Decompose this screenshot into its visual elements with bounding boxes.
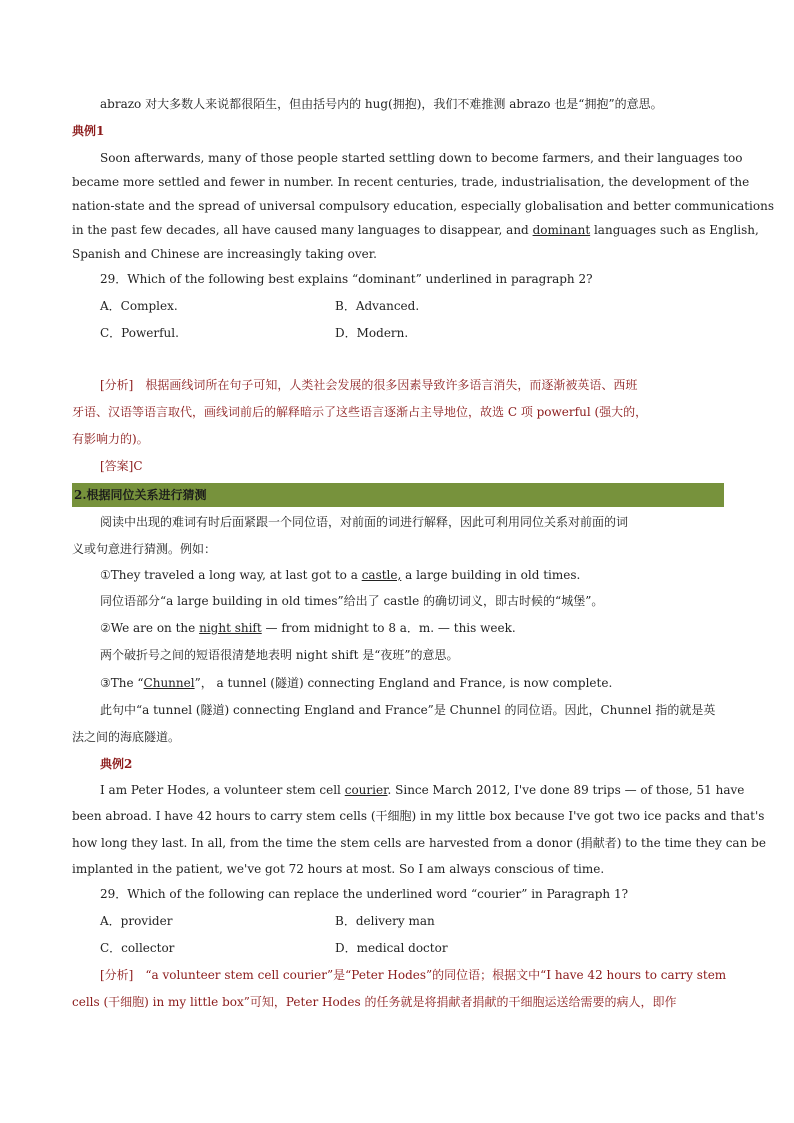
sentence-text: ②We are on the [100, 621, 196, 635]
passage-text: in the past few decades, all have caused many languages to disappear, and [72, 223, 529, 237]
option-b: B．delivery man [335, 914, 435, 928]
underlined-word: dominant [532, 223, 591, 237]
example2-analysis: [分析] “a volunteer stem cell courier”是“Peter Hodes”的同位语；根据文中“I have 42 hours to carry stem [100, 968, 727, 982]
sentence-text: — from midnight to 8 a．m. — this week. [265, 621, 516, 635]
example2-passage-line [100, 782, 750, 798]
example-note-3: 此句中“a tunnel (隧道) connecting England and France”是 Chunnel 的同位语。因此，Chunnel 指的就是英 [100, 703, 716, 717]
option-b: B．Advanced. [335, 299, 420, 313]
example-note-2: 两个破折号之间的短语很清楚地表明 night shift 是“夜班”的意思。 [100, 648, 459, 662]
example2-heading: 典例2 [100, 757, 133, 771]
example1-analysis: 有影响力的)。 [72, 432, 149, 446]
example1-passage-line: became more settled and fewer in number. In recent centuries, trade, industrialisation, the development of the [72, 175, 750, 189]
example1-passage-line: Soon afterwards, many of those people started settling down to become farmers, and their languages too [100, 151, 743, 165]
sentence-text: ”， a tunnel (隧道) connecting England and France, is now complete. [194, 676, 613, 690]
passage-text: I am Peter Hodes, a volunteer stem cell [100, 783, 341, 797]
example1-question: 29．Which of the following best explains “dominant” underlined in paragraph 2? [100, 272, 593, 286]
underlined-word: courier [344, 783, 388, 797]
example2-passage-line: how long they last. In all, from the time the stem cells are harvested from a donor (捐献者) to the time they can be [72, 836, 766, 850]
example1-passage-line: Spanish and Chinese are increasingly taking over. [72, 247, 377, 261]
passage-text: languages such as English, [593, 223, 759, 237]
section-title: 2.根据同位关系进行猜测 [74, 488, 207, 502]
example2-passage-line: been abroad. I have 42 hours to carry stem cells (干细胞) in my little box because I've got two ice packs and that's [72, 809, 765, 823]
sentence-text: ③The “ [100, 676, 144, 690]
example2-question: 29．Which of the following can replace the underlined word “courier” in Paragraph 1? [100, 887, 629, 901]
underlined-word: night shift [199, 621, 262, 635]
section-description: 义或句意进行猜测。例如： [72, 542, 217, 556]
section-title-bar [72, 483, 724, 507]
option-a: A．provider [100, 914, 173, 928]
intro-line: abrazo 对大多数人来说都很陌生，但由括号内的 hug(拥抱)，我们不难推测 abrazo 也是“拥抱”的意思。 [100, 97, 663, 111]
example1-passage-line [72, 222, 759, 238]
example-note-3: 法之间的海底隧道。 [72, 730, 181, 744]
option-a: A．Complex. [100, 299, 178, 313]
example1-analysis: 牙语、汉语等语言取代，画线词前后的解释暗示了这些语言逐渐占主导地位，故选 C 项 powerful (强大的， [72, 405, 648, 419]
example2-analysis: cells (干细胞) in my little box”可知，Peter Hodes 的任务就是将捐献者捐献的干细胞运送给需要的病人，即作 [72, 995, 677, 1009]
example1-analysis: [分析] 根据画线词所在句子可知，人类社会发展的很多因素导致许多语言消失，而逐渐被英语、西班 [100, 378, 638, 392]
example1-answer: [答案]C [100, 459, 143, 473]
example1-passage-line: nation-state and the spread of universal compulsory education, especially globalisation and better communications [72, 199, 774, 213]
passage-text: . Since March 2012, I've done 89 trips — of those, 51 have [387, 783, 745, 797]
example-note-1: 同位语部分“a large building in old times”给出了 castle 的确切词义，即古时候的“城堡”。 [100, 594, 604, 608]
section-description: 阅读中出现的难词有时后面紧跟一个同位语，对前面的词进行解释，因此可利用同位关系对前面的词 [100, 515, 629, 529]
option-d: D．medical doctor [335, 941, 448, 955]
example-sentence-3 [100, 675, 750, 691]
option-c: C．collector [100, 941, 175, 955]
example-sentence-1 [100, 567, 750, 583]
example1-heading: 典例1 [72, 124, 105, 138]
underlined-word: Chunnel [143, 676, 195, 690]
example-sentence-2 [100, 620, 750, 636]
option-c: C．Powerful. [100, 326, 179, 340]
sentence-text: a large building in old times. [405, 568, 581, 582]
option-d: D．Modern. [335, 326, 409, 340]
example2-passage-line: implanted in the patient, we've got 72 hours at most. So I am always conscious of time. [72, 862, 605, 876]
sentence-text: ①They traveled a long way, at last got to a [100, 568, 358, 582]
underlined-word: castle, [361, 568, 402, 582]
